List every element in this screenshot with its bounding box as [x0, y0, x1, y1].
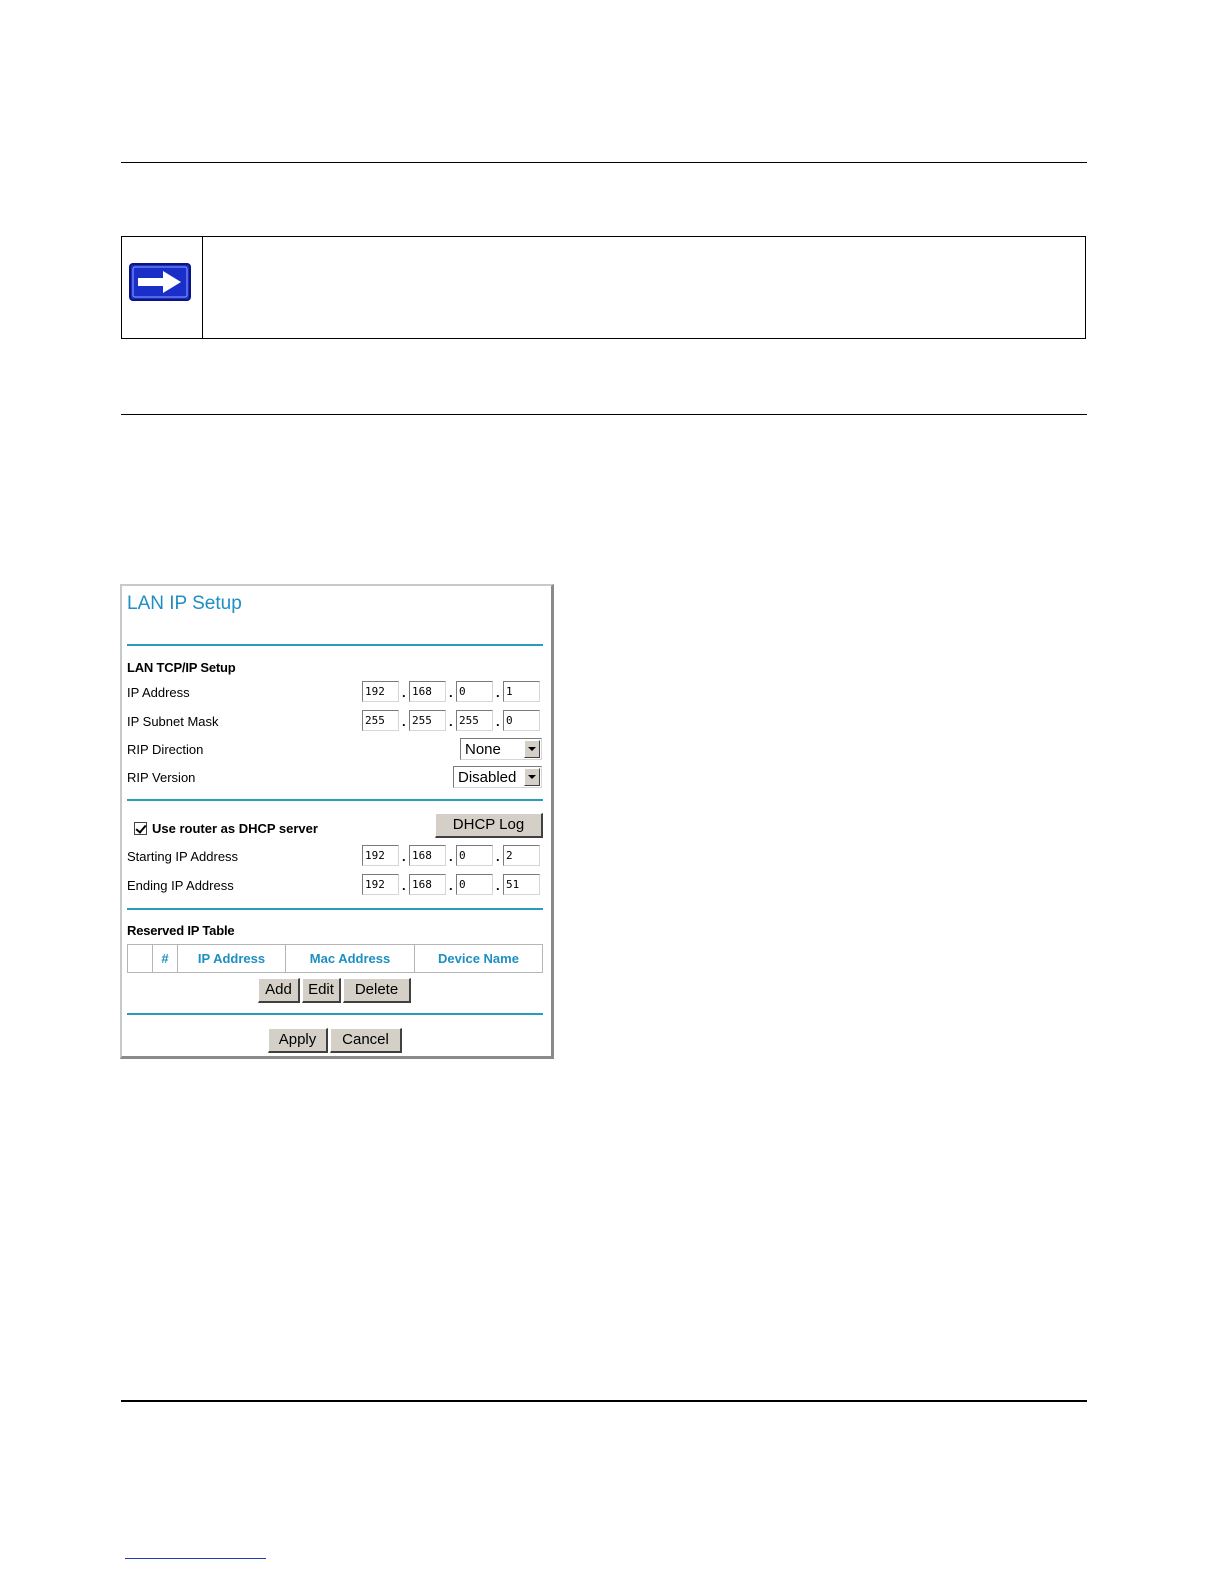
column-header-select [128, 945, 153, 973]
rip-version-value: Disabled [458, 769, 517, 786]
ip-octet-2[interactable]: 168 [409, 681, 446, 702]
reserved-section-title: Reserved IP Table [127, 923, 235, 938]
ending-ip-field: 192 . 168 . 0 . 51 [362, 874, 544, 896]
subnet-mask-label: IP Subnet Mask [127, 714, 219, 729]
start-octet-3[interactable]: 0 [456, 845, 493, 866]
footer-link-underline[interactable] [125, 1558, 266, 1559]
subnet-mask-field: 255 . 255 . 255 . 0 [362, 710, 544, 732]
ip-octet-4[interactable]: 1 [503, 681, 540, 702]
footer-rule [121, 1400, 1087, 1402]
note-box [121, 236, 1086, 339]
ip-address-field: 192 . 168 . 0 . 1 [362, 681, 544, 703]
dhcp-server-label: Use router as DHCP server [152, 821, 318, 836]
dhcp-log-button[interactable]: DHCP Log [435, 813, 543, 838]
column-header-mac-address: Mac Address [286, 945, 415, 973]
note-divider [202, 237, 203, 338]
column-header-device-name: Device Name [415, 945, 543, 973]
column-header-ip-address: IP Address [178, 945, 286, 973]
lan-ip-setup-panel [120, 584, 554, 1059]
mask-octet-4[interactable]: 0 [503, 710, 540, 731]
ip-octet-1[interactable]: 192 [362, 681, 399, 702]
end-octet-1[interactable]: 192 [362, 874, 399, 895]
cancel-button[interactable]: Cancel [330, 1028, 402, 1053]
rip-version-label: RIP Version [127, 770, 196, 785]
start-octet-2[interactable]: 168 [409, 845, 446, 866]
arrow-right-icon [129, 263, 191, 301]
start-octet-4[interactable]: 2 [503, 845, 540, 866]
mask-octet-1[interactable]: 255 [362, 710, 399, 731]
rip-direction-value: None [465, 741, 501, 758]
edit-button[interactable]: Edit [302, 978, 341, 1003]
divider-line [127, 908, 543, 910]
divider-line [127, 1013, 543, 1015]
chevron-down-icon[interactable] [524, 768, 540, 786]
ip-octet-3[interactable]: 0 [456, 681, 493, 702]
rip-direction-label: RIP Direction [127, 742, 204, 757]
divider-line [127, 799, 543, 801]
start-octet-1[interactable]: 192 [362, 845, 399, 866]
apply-button[interactable]: Apply [268, 1028, 328, 1053]
end-octet-4[interactable]: 51 [503, 874, 540, 895]
ending-ip-label: Ending IP Address [127, 878, 234, 893]
starting-ip-label: Starting IP Address [127, 849, 239, 864]
chevron-down-icon[interactable] [524, 740, 540, 758]
delete-button[interactable]: Delete [343, 978, 411, 1003]
dhcp-server-checkbox[interactable] [134, 822, 147, 835]
section-rule [121, 414, 1087, 415]
rip-direction-select[interactable] [460, 738, 542, 760]
rip-version-select[interactable] [453, 766, 542, 788]
end-octet-2[interactable]: 168 [409, 874, 446, 895]
page-title: LAN IP Setup [127, 593, 242, 614]
add-button[interactable]: Add [258, 978, 300, 1003]
table-header-row [128, 945, 543, 973]
reserved-ip-table [127, 944, 543, 973]
header-rule [121, 162, 1087, 163]
ip-address-label: IP Address [127, 685, 190, 700]
end-octet-3[interactable]: 0 [456, 874, 493, 895]
starting-ip-field: 192 . 168 . 0 . 2 [362, 845, 544, 867]
mask-octet-2[interactable]: 255 [409, 710, 446, 731]
tcpip-section-title: LAN TCP/IP Setup [127, 660, 236, 675]
mask-octet-3[interactable]: 255 [456, 710, 493, 731]
divider-line [127, 644, 543, 646]
column-header-number: # [153, 945, 178, 973]
